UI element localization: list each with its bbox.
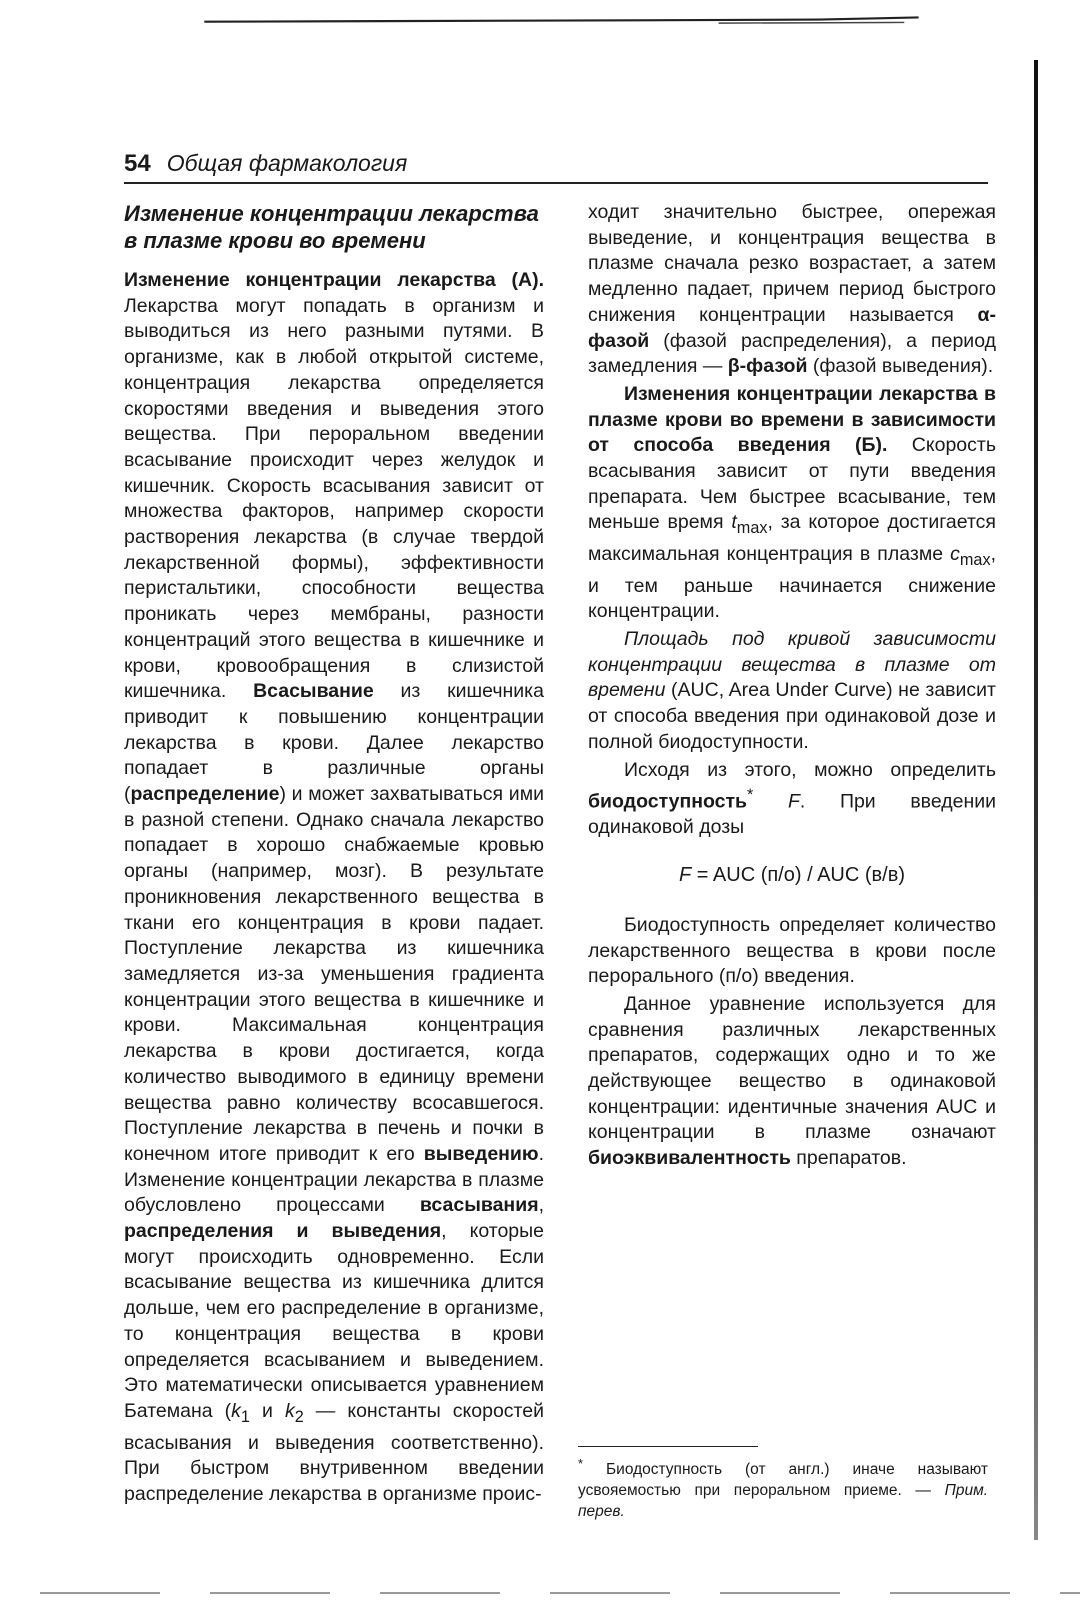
term-dist-elim: распределения и выведения bbox=[124, 1220, 442, 1243]
text: , bbox=[538, 1194, 544, 1217]
text: — константы скоростей всасывания и выведения соответственно). При быстром внутривенном введении распределение лекарства в организме проис- bbox=[124, 1399, 544, 1505]
scan-edge-right bbox=[1034, 60, 1038, 1540]
footnote-text: Биодоступность (от англ.) иначе называют усвояемостью при пероральном приеме. — bbox=[578, 1461, 988, 1500]
term-alpha-phase: α-фазой bbox=[588, 303, 996, 352]
left-paragraph bbox=[124, 268, 544, 1508]
term-distribution: распределение bbox=[130, 783, 280, 806]
symbol-t: t bbox=[731, 511, 737, 534]
text: , и тем раньше начинается снижение концентрации. bbox=[588, 543, 996, 623]
text: ) и может захватываться ими в разной степени. Однако сначала лекарство попадает в хорошо снабжаемые кровью органы (например, мозг). В результате проникновения лекарственного вещества в ткани его концентрация в крови падает. Поступление лекарства из кишечника замедляется из-за уменьшения градиента концентрации этого вещества в кишечнике и крови. Максимальная концентрация лекарства в крови достигается, когда количество выводимого в единицу времени вещества равно количеству всосавшегося. Поступление лекарства в печень и почки в конечном итоге приводит к его bbox=[124, 783, 544, 1165]
text: из кишечника приводит к повышению концентрации лекарства в крови. Далее лекарство попадает в различные органы ( bbox=[124, 680, 544, 806]
term-beta-phase: β-фазой bbox=[727, 355, 808, 378]
formula-F: F bbox=[679, 864, 692, 887]
footnote-star: * bbox=[578, 1456, 584, 1471]
section-title: Изменение концентрации лекарства в плазме крови во времени bbox=[124, 201, 539, 253]
text: ходит значительно быстрее, опережая выведение, и концентрация вещества в плазме сначала резко возрастает, а затем медленно падает, причем период быстрого снижения концентрации называется bbox=[588, 201, 996, 326]
italic-phrase: Площадь под кривой зависимости концентрации вещества в плазме от времени bbox=[588, 628, 996, 702]
right-paragraph-3 bbox=[588, 627, 996, 756]
symbol-tmax-sub: max bbox=[736, 519, 768, 538]
symbol-k1-sub: 1 bbox=[240, 1407, 250, 1426]
text bbox=[753, 791, 788, 813]
text: (фазой выведения). bbox=[807, 355, 994, 378]
symbol-F: F bbox=[788, 790, 800, 813]
footnote-translator-note: Прим. перев. bbox=[578, 1482, 988, 1521]
symbol-k2-sub: 2 bbox=[294, 1407, 304, 1426]
right-paragraph-6 bbox=[588, 992, 996, 1172]
page-number: 54 bbox=[124, 150, 151, 177]
term-bioavailability: биодоступность bbox=[588, 790, 748, 813]
footnote-marker: * bbox=[747, 786, 754, 805]
symbol-k1: k bbox=[231, 1399, 241, 1422]
right-paragraph-1 bbox=[588, 200, 996, 380]
symbol-k2: k bbox=[284, 1399, 295, 1422]
term-bioequivalence: биоэквивалентность bbox=[588, 1147, 791, 1170]
text: (фазой распределения), а период замедления — bbox=[588, 329, 996, 378]
text: и bbox=[249, 1399, 285, 1422]
right-paragraph-4 bbox=[588, 758, 996, 842]
running-title: Общая фармакология bbox=[166, 150, 408, 176]
symbol-c: c bbox=[950, 543, 960, 566]
right-paragraph-2 bbox=[588, 382, 996, 625]
paragraph-heading: Изменение концентрации лекарства (А). bbox=[124, 269, 544, 291]
formula bbox=[588, 863, 996, 889]
paragraph-heading: Изменения концентрации лекарства в плазме крови во времени в зависимости от способа введения (Б). bbox=[588, 382, 996, 457]
formula-expression: = AUC (п/о) / AUC (в/в) bbox=[691, 864, 905, 887]
symbol-cmax-sub: max bbox=[959, 550, 991, 569]
footnote-rule bbox=[578, 1446, 758, 1447]
text: Лекарства могут попадать в организм и выводиться из него разными путями. В организме, как в любой открытой системе, концентрация лекарства определяется скоростями введения и выведения этого вещества. При пероральном введении всасывание происходит через желудок и кишечник. Скорость всасывания зависит от множества факторов, например скорости растворения лекарства (в случае твердой лекарственной формы), эффективности перистальтики, способности вещества проникать через мембраны, разности концентраций этого вещества в кишечнике и крови, кровообращения в слизистой кишечника. bbox=[124, 294, 544, 703]
text: Скорость всасывания зависит от пути введения препарата. Чем быстрее всасывание, тем меньше время bbox=[588, 434, 996, 534]
text: Исходя из этого, можно определить bbox=[624, 758, 996, 781]
term-elimination: выведению bbox=[423, 1142, 539, 1165]
scan-edge-top bbox=[60, 16, 1070, 26]
text: . Изменение концентрации лекарства в плазме обусловлено процессами bbox=[124, 1142, 544, 1217]
text: препаратов. bbox=[790, 1147, 907, 1170]
left-column bbox=[124, 200, 544, 1508]
running-header bbox=[124, 150, 988, 184]
scan-edge-bottom bbox=[40, 1592, 1080, 1594]
text: , за которое достигается максимальная концентрация в плазме bbox=[588, 511, 996, 566]
term-absorption-2: всасывания bbox=[419, 1194, 539, 1217]
right-paragraph-5: Биодоступность определяет количество лекарственного вещества в крови после перорального (п/о) введения. bbox=[588, 913, 996, 988]
text: Данное уравнение используется для сравнения различных лекарственных препаратов, содержащих одно и то же действующее вещество в одинаковой концентрации: идентичные значения AUC и концентрации в плазме означают bbox=[588, 992, 996, 1144]
right-column bbox=[588, 200, 996, 1172]
text: , которые могут происходить одновременно. Если всасывание вещества из кишечника длится дольше, чем его распределение в организме, то концентрация вещества в крови определяется всасыванием и выведением. Это математически описывается уравнением Батемана ( bbox=[124, 1220, 545, 1422]
text: (AUC, Area Under Curve) не зависит от способа введения при одинаковой дозе и полной биодоступности. bbox=[588, 679, 996, 753]
text: . При введении одинаковой дозы bbox=[588, 790, 997, 839]
footnote bbox=[578, 1446, 988, 1522]
term-absorption: Всасывание bbox=[253, 680, 374, 703]
